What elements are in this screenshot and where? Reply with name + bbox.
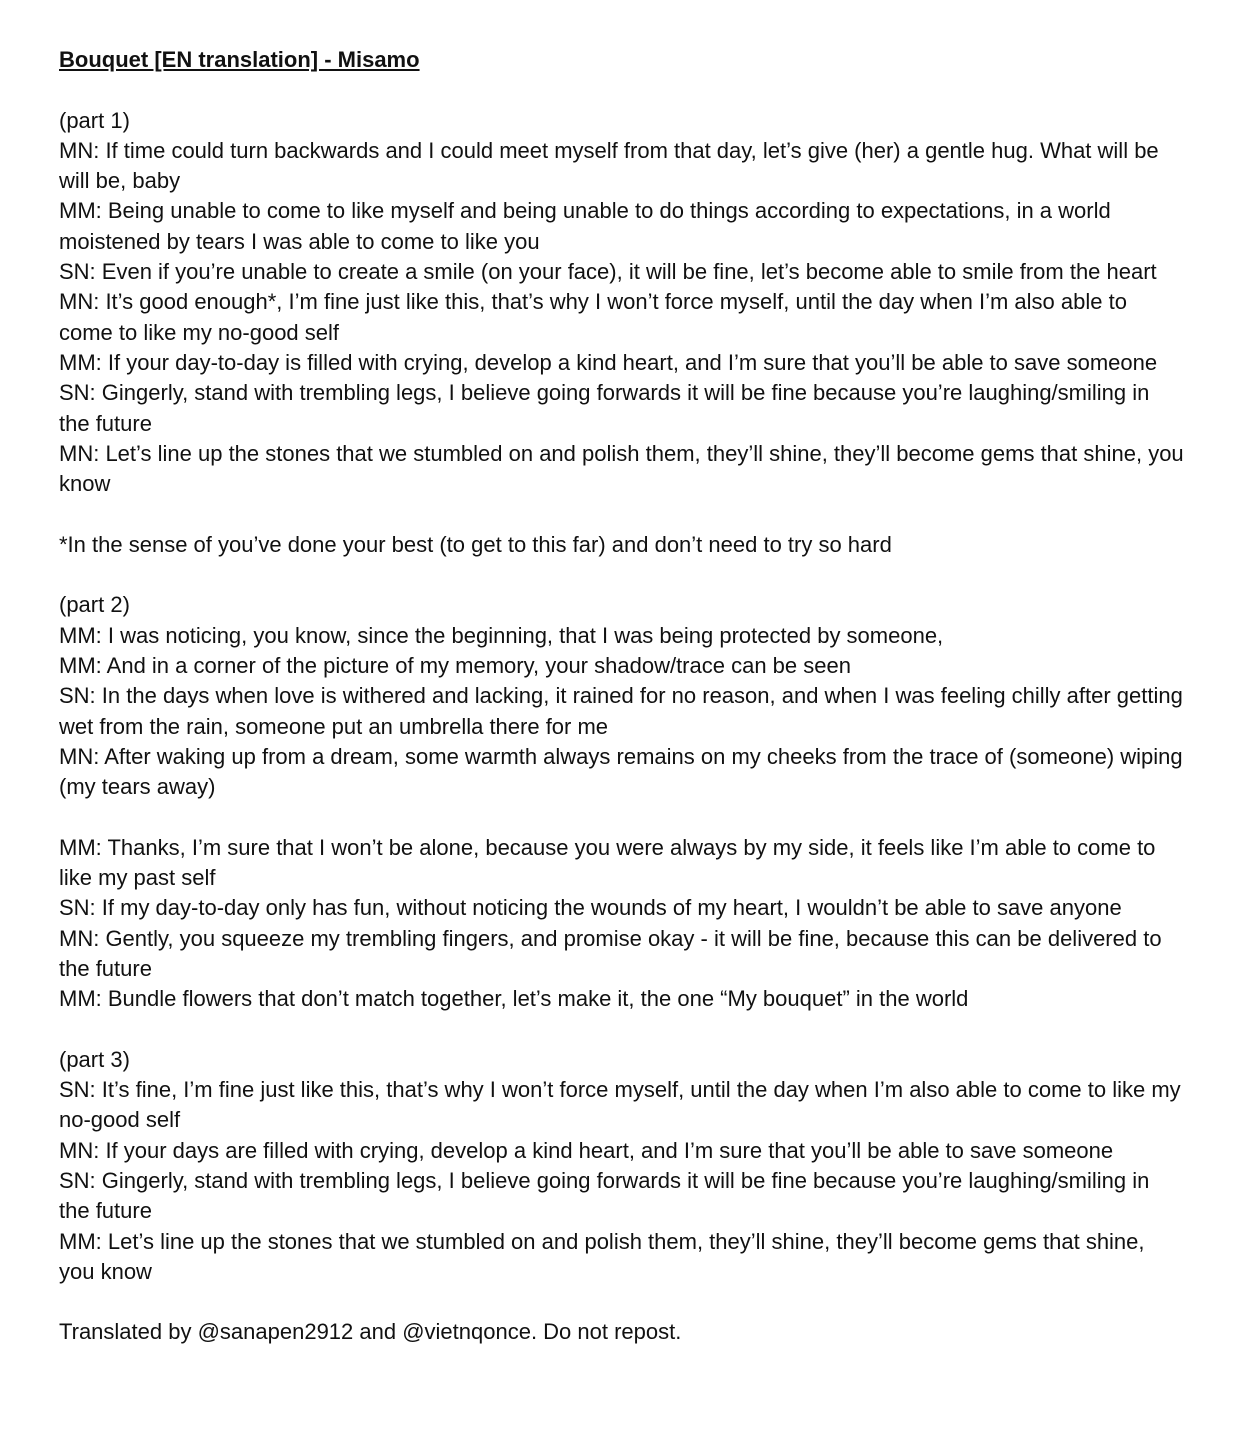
spacer [59, 560, 1184, 590]
lyric-line: SN: Gingerly, stand with trembling legs, I believe going forwards it will be fine because you’re laughing/smiling in the future [59, 380, 1150, 436]
lyric-line: SN: If my day-to-day only has fun, without noticing the wounds of my heart, I wouldn’t be able to save anyone [59, 895, 1122, 921]
lyric-line: MN: It’s good enough*, I’m fine just like this, that’s why I won’t force myself, until the day when I’m also able to come to like my no-good self [59, 289, 1127, 345]
lyric-line: MM: If your day-to-day is filled with crying, develop a kind heart, and I’m sure that you’ll be able to save someone [59, 349, 1158, 375]
lyric-line: MN: Let’s line up the stones that we stumbled on and polish them, they’ll shine, they’ll become gems that shine, you know [59, 440, 1184, 497]
document-title: Bouquet [EN translation] - Misamo [59, 47, 420, 72]
lyric-line: MN: If time could turn backwards and I could meet myself from that day, let’s give (her) a gentle hug. What will be will be, baby [59, 137, 1159, 194]
spacer [59, 75, 1184, 105]
lyric-line: MM: I was noticing, you know, since the beginning, that I was being protected by someone, [59, 622, 944, 648]
lyric-line: SN: Gingerly, stand with trembling legs, I believe going forwards it will be fine because you’re laughing/smiling in the future [59, 1167, 1150, 1224]
part-1-heading: (part 1) [59, 107, 130, 133]
lyric-line: SN: It’s fine, I’m fine just like this, that’s why I won’t force myself, until the day when I’m also able to come to like my no-good self [59, 1077, 1181, 1133]
document-body [59, 45, 1184, 1348]
lyric-line: MN: Gently, you squeeze my trembling fingers, and promise okay - it will be fine, because this can be delivered to the future [59, 925, 1162, 981]
part-3-heading: (part 3) [59, 1046, 130, 1072]
spacer [59, 499, 1184, 529]
spacer [59, 1015, 1184, 1045]
lyric-line: SN: Even if you’re unable to create a smile (on your face), it will be fine, let’s become able to smile from the heart [59, 259, 1157, 285]
credits-line: Translated by @sanapen2912 and @vietnqonce. Do not repost. [59, 1319, 682, 1345]
lyric-line: MM: And in a corner of the picture of my memory, your shadow/trace can be seen [59, 652, 851, 678]
spacer [59, 802, 1184, 832]
spacer [59, 1287, 1184, 1317]
lyric-line: MM: Being unable to come to like myself and being unable to do things according to expectations, in a world moistened by tears I was able to come to like you [59, 198, 1111, 254]
lyric-line: MM: Thanks, I’m sure that I won’t be alone, because you were always by my side, it feels like I’m able to come to like my past self [59, 834, 1156, 891]
lyric-line: MN: If your days are filled with crying, develop a kind heart, and I’m sure that you’ll be able to save someone [59, 1137, 1114, 1163]
lyric-line: MM: Let’s line up the stones that we stumbled on and polish them, they’ll shine, they’ll become gems that shine, you know [59, 1228, 1145, 1284]
lyric-line: MN: After waking up from a dream, some warmth always remains on my cheeks from the trace of (someone) wiping (my tears away) [59, 743, 1183, 800]
part-2-heading: (part 2) [59, 592, 130, 618]
footnote: *In the sense of you’ve done your best (to get to this far) and don’t need to try so hard [59, 531, 892, 557]
lyric-line: MM: Bundle flowers that don’t match together, let’s make it, the one “My bouquet” in the world [59, 986, 969, 1012]
lyric-line: SN: In the days when love is withered and lacking, it rained for no reason, and when I was feeling chilly after getting wet from the rain, someone put an umbrella there for me [59, 683, 1183, 739]
